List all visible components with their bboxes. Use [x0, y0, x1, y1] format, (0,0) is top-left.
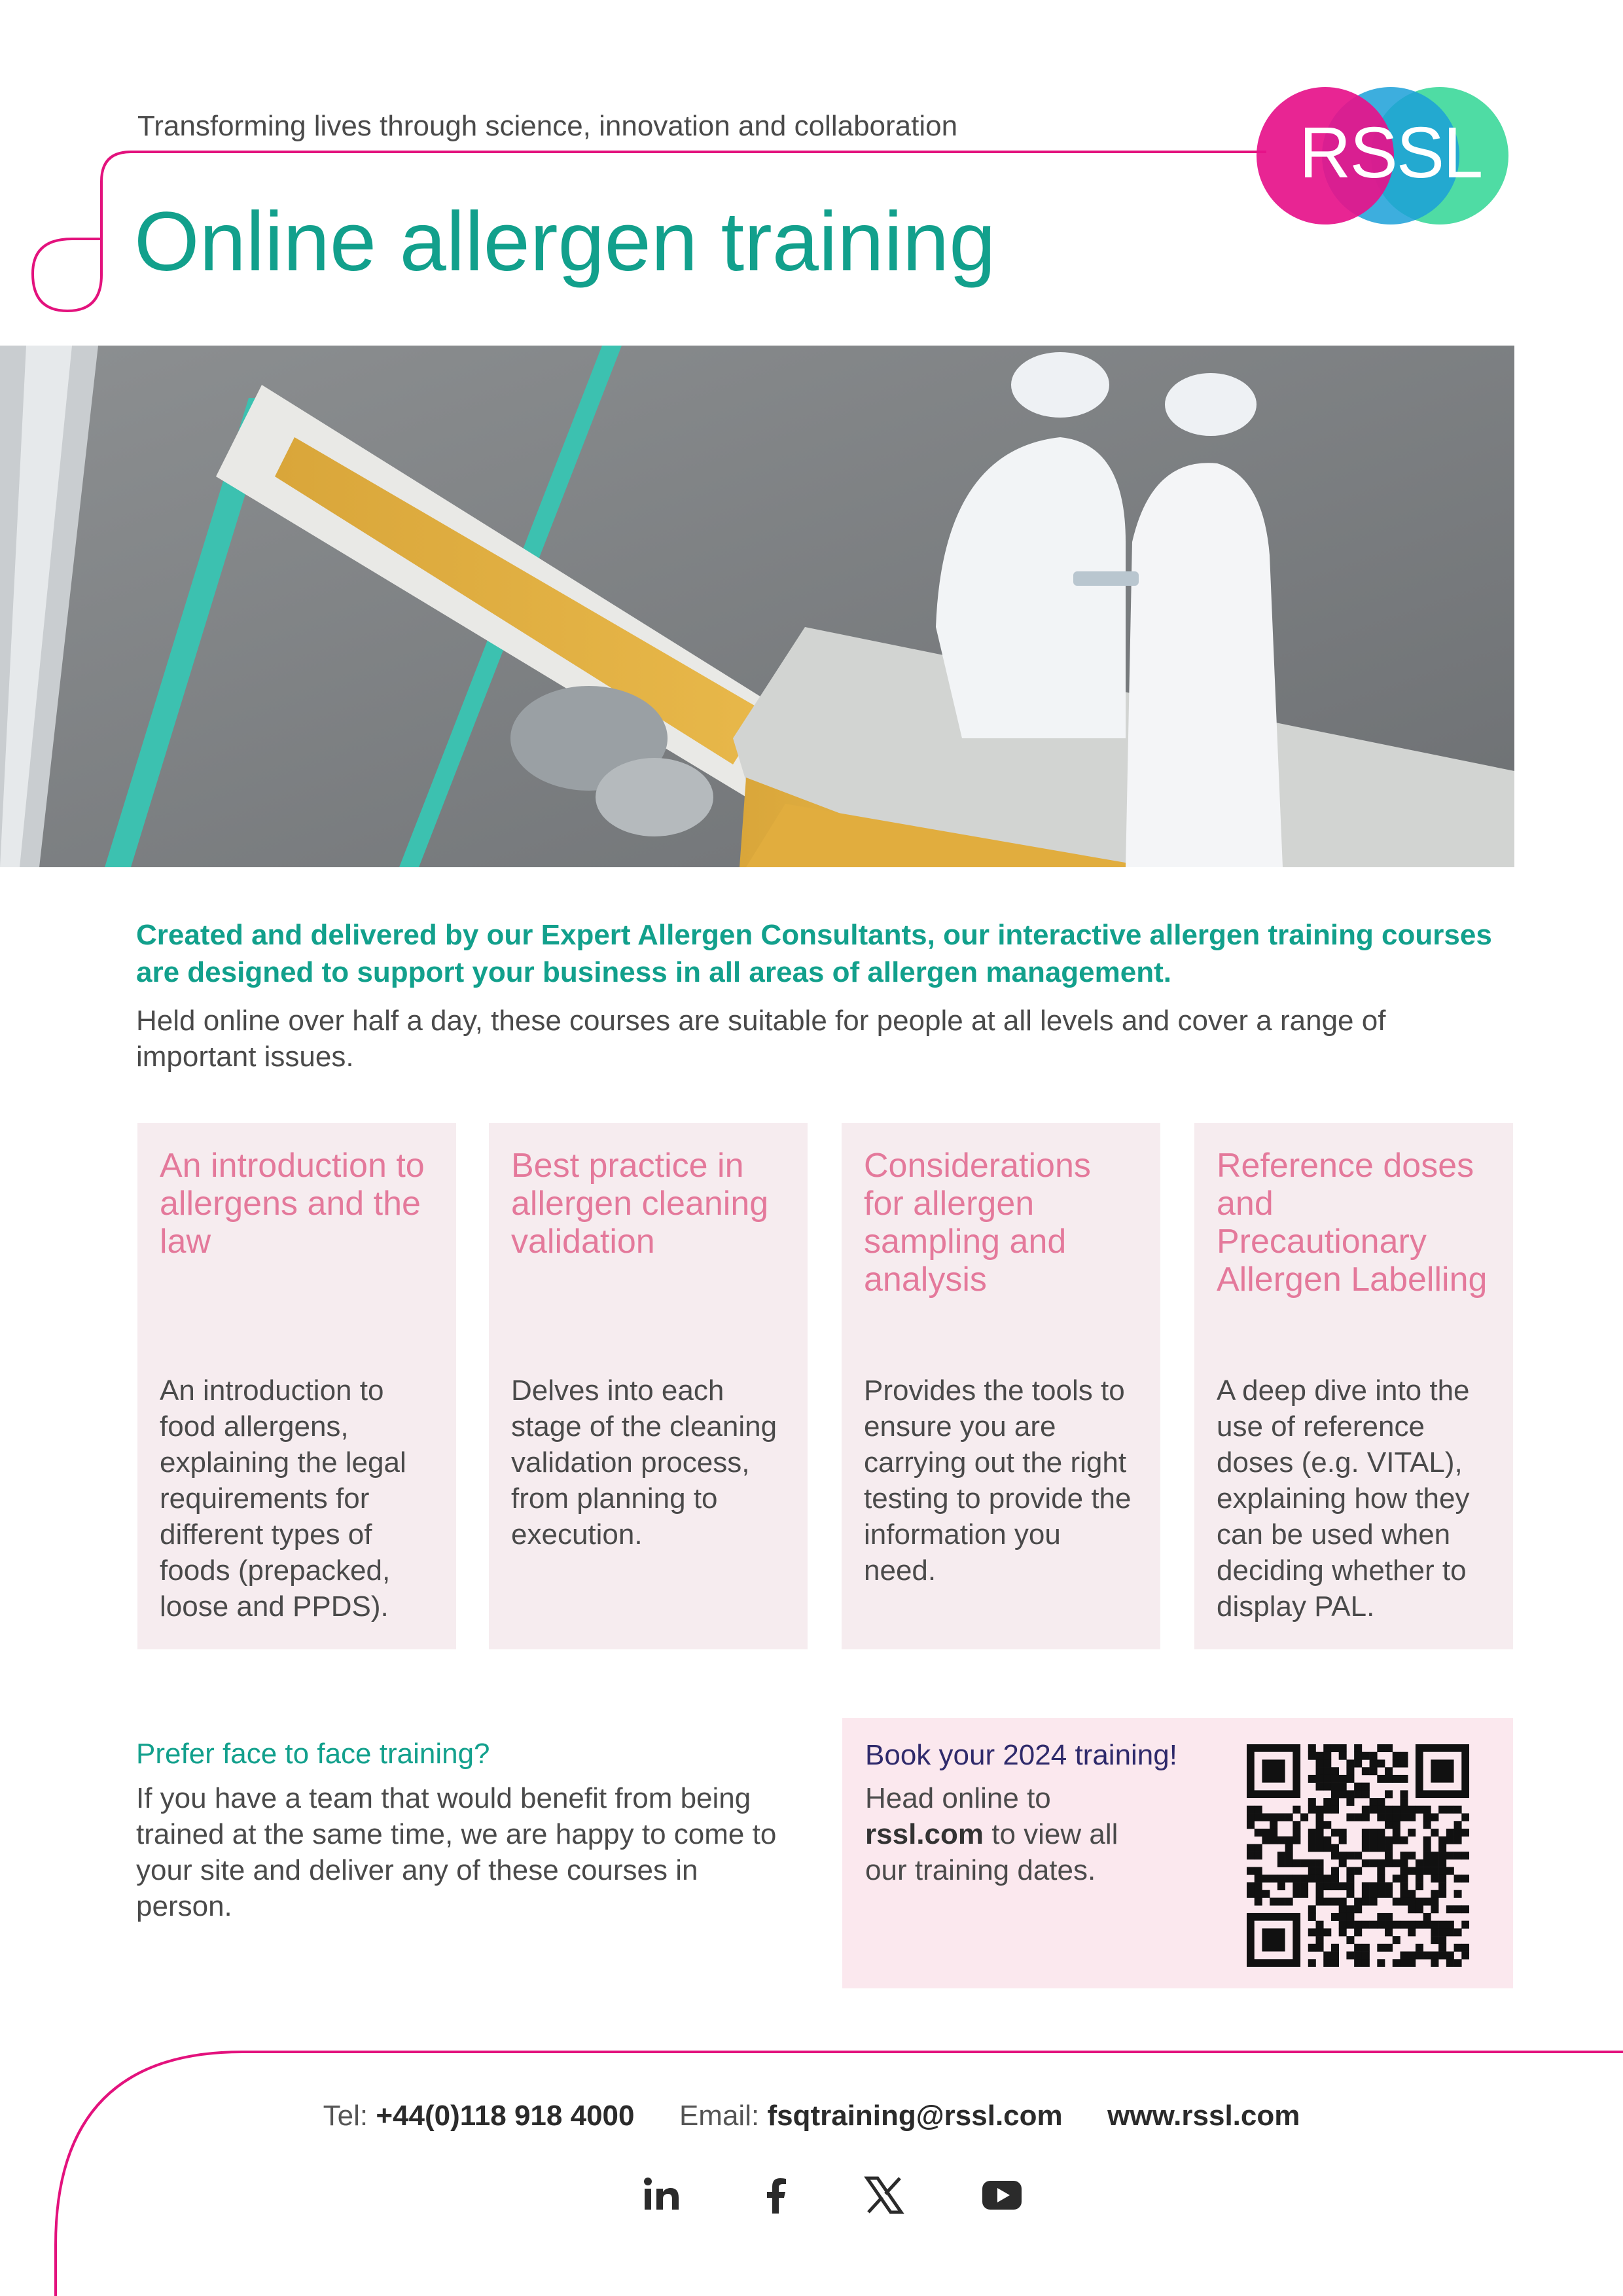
youtube-icon[interactable] — [978, 2172, 1026, 2219]
course-description: Provides the tools to ensure you are carrying out the right testing to provide the information you need. — [864, 1374, 1132, 1587]
hero-photo — [0, 346, 1514, 867]
intro-body: Held online over half a day, these courses are suitable for people at all levels and cover a range of important issues. — [136, 1005, 1386, 1073]
website-link[interactable]: www.rssl.com — [1107, 2100, 1300, 2132]
course-title: Considerations for allergen sampling and analysis — [864, 1147, 1091, 1299]
logo-text: RSSL — [1299, 113, 1482, 193]
decorative-line-bottom — [0, 2029, 1623, 2296]
tagline: Transforming lives through science, innovation and collaboration — [137, 110, 958, 142]
course-description: A deep dive into the use of reference doses (e.g. VITAL), explaining how they can be used when deciding whether to display PAL. — [1217, 1374, 1470, 1623]
course-description: An introduction to food allergens, explaining the legal requirements for different types of foods (prepacked, loose and PPDS). — [160, 1374, 406, 1623]
course-title: An introduction to allergens and the law — [160, 1147, 425, 1261]
booking-text-prefix: Head online to — [865, 1782, 1051, 1814]
linkedin-icon[interactable] — [638, 2172, 685, 2219]
facebook-icon[interactable] — [753, 2172, 800, 2219]
contact-line — [0, 2100, 1623, 2132]
booking-body — [865, 1780, 1140, 1888]
x-icon[interactable] — [861, 2172, 908, 2219]
course-card — [137, 1123, 456, 1649]
course-card — [489, 1123, 808, 1649]
booking-text-suffix: to view all our training dates. — [865, 1818, 1118, 1886]
course-title: Reference doses and Precautionary Allergen Labelling — [1217, 1147, 1488, 1299]
course-card — [842, 1123, 1160, 1649]
course-title: Best practice in allergen cleaning validation — [511, 1147, 769, 1261]
page-title: Online allergen training — [134, 195, 996, 289]
tel-number[interactable]: +44(0)118 918 4000 — [376, 2100, 635, 2132]
email-address[interactable]: fsqtraining@rssl.com — [767, 2100, 1063, 2132]
qr-code[interactable] — [1247, 1744, 1469, 1967]
booking-heading: Book your 2024 training! — [865, 1739, 1177, 1771]
email-label: Email: — [679, 2100, 760, 2132]
course-card — [1194, 1123, 1513, 1649]
face-to-face-body: If you have a team that would benefit from being trained at the same time, we are happy to come to your site and deliver any of these courses in person. — [136, 1782, 777, 1922]
intro-lead: Created and delivered by our Expert Allergen Consultants, our interactive allergen training courses are designed to support your business in all areas of allergen management. — [136, 919, 1492, 988]
face-to-face-heading: Prefer face to face training? — [136, 1738, 490, 1770]
booking-link[interactable]: rssl.com — [865, 1818, 984, 1850]
course-description: Delves into each stage of the cleaning validation process, from planning to execution. — [511, 1374, 777, 1551]
tel-label: Tel: — [323, 2100, 368, 2132]
